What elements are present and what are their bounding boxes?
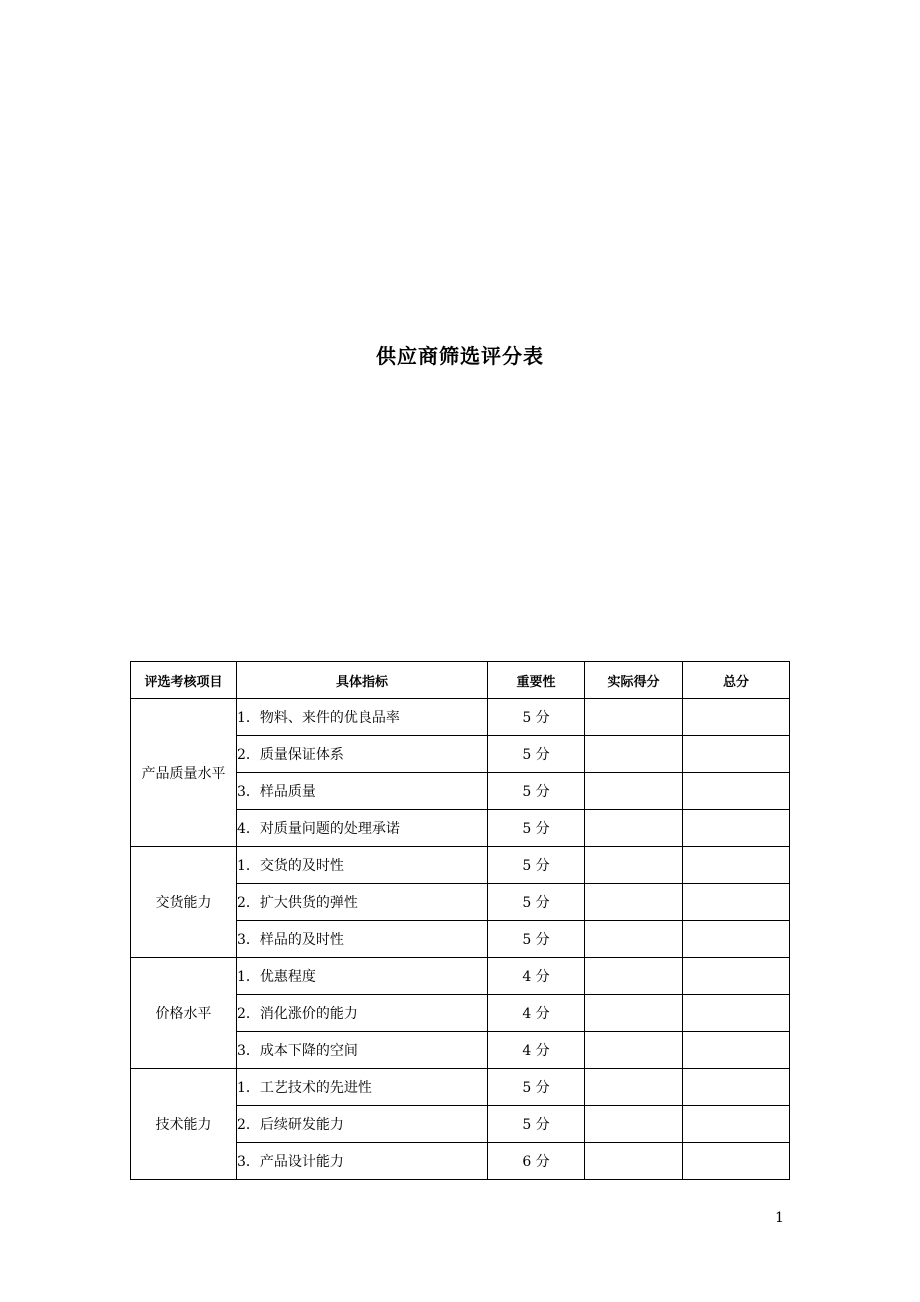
indicator-cell: 2．质量保证体系 [237,736,488,773]
category-cell: 价格水平 [131,958,237,1069]
importance-cell: 4 分 [488,995,585,1032]
header-total-score: 总分 [683,662,790,699]
importance-cell: 6 分 [488,1143,585,1180]
importance-cell: 5 分 [488,773,585,810]
table-row [131,1069,790,1106]
indicator-cell: 4．对质量问题的处理承诺 [237,810,488,847]
header-importance: 重要性 [488,662,585,699]
total-score-cell[interactable] [683,1069,790,1106]
actual-score-cell[interactable] [585,847,683,884]
total-score-cell[interactable] [683,736,790,773]
category-cell: 交货能力 [131,847,237,958]
indicator-cell: 2．消化涨价的能力 [237,995,488,1032]
total-score-cell[interactable] [683,995,790,1032]
total-score-cell[interactable] [683,773,790,810]
importance-cell: 5 分 [488,884,585,921]
actual-score-cell[interactable] [585,699,683,736]
category-cell: 技术能力 [131,1069,237,1180]
importance-cell: 4 分 [488,1032,585,1069]
table-row [131,958,790,995]
actual-score-cell[interactable] [585,995,683,1032]
indicator-cell: 1．交货的及时性 [237,847,488,884]
supplier-score-table [130,661,790,1180]
actual-score-cell[interactable] [585,884,683,921]
total-score-cell[interactable] [683,884,790,921]
importance-cell: 5 分 [488,1069,585,1106]
total-score-cell[interactable] [683,1106,790,1143]
importance-cell: 4 分 [488,958,585,995]
importance-cell: 5 分 [488,921,585,958]
total-score-cell[interactable] [683,847,790,884]
table-header-row [131,662,790,699]
total-score-cell[interactable] [683,958,790,995]
actual-score-cell[interactable] [585,773,683,810]
page-title: 供应商筛选评分表 [376,344,544,368]
indicator-cell: 3．样品质量 [237,773,488,810]
actual-score-cell[interactable] [585,958,683,995]
actual-score-cell[interactable] [585,1032,683,1069]
indicator-cell: 1．物料、来件的优良品率 [237,699,488,736]
category-cell: 产品质量水平 [131,699,237,847]
indicator-cell: 3．样品的及时性 [237,921,488,958]
total-score-cell[interactable] [683,810,790,847]
header-category: 评选考核项目 [131,662,237,699]
indicator-cell: 1．工艺技术的先进性 [237,1069,488,1106]
total-score-cell[interactable] [683,1143,790,1180]
importance-cell: 5 分 [488,1106,585,1143]
total-score-cell[interactable] [683,1032,790,1069]
total-score-cell[interactable] [683,699,790,736]
header-actual-score: 实际得分 [585,662,683,699]
actual-score-cell[interactable] [585,1069,683,1106]
indicator-cell: 1．优惠程度 [237,958,488,995]
actual-score-cell[interactable] [585,736,683,773]
actual-score-cell[interactable] [585,1143,683,1180]
header-indicator: 具体指标 [237,662,488,699]
actual-score-cell[interactable] [585,921,683,958]
indicator-cell: 3．成本下降的空间 [237,1032,488,1069]
indicator-cell: 2．扩大供货的弹性 [237,884,488,921]
table-row [131,847,790,884]
indicator-cell: 3．产品设计能力 [237,1143,488,1180]
importance-cell: 5 分 [488,810,585,847]
page-number: 1 [775,1210,784,1226]
importance-cell: 5 分 [488,736,585,773]
actual-score-cell[interactable] [585,1106,683,1143]
total-score-cell[interactable] [683,921,790,958]
importance-cell: 5 分 [488,847,585,884]
table-row [131,699,790,736]
importance-cell: 5 分 [488,699,585,736]
actual-score-cell[interactable] [585,810,683,847]
indicator-cell: 2．后续研发能力 [237,1106,488,1143]
